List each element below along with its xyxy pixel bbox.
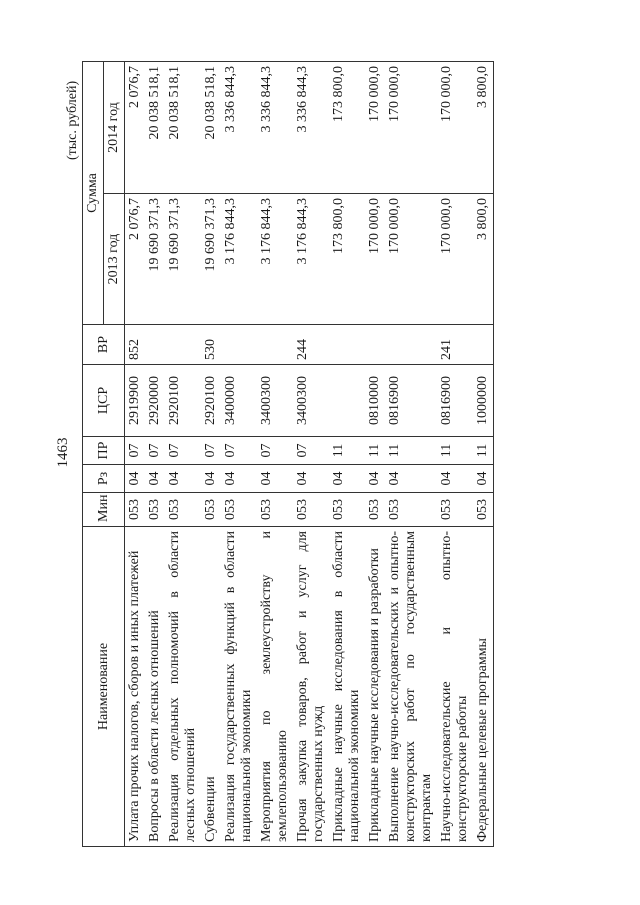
row-csr: 1000000 [473, 365, 494, 437]
row-min: 053 [473, 493, 494, 527]
header-sum: Сумма [83, 62, 104, 325]
row-name: Мероприятия по землеустройству и землепользованию [257, 527, 293, 847]
table-row [365, 62, 385, 847]
row-amount-2014: 20 038 518,1 [201, 62, 221, 194]
page-number: 1463 [55, 437, 71, 468]
header-rz: Рз [83, 465, 125, 493]
row-rz: 04 [437, 465, 473, 493]
row-min: 053 [385, 493, 437, 527]
row-csr: 3400000 [221, 365, 257, 437]
row-amount-2013: 19 690 371,3 [145, 194, 165, 325]
row-min: 053 [257, 493, 293, 527]
row-csr: 2920000 [145, 365, 165, 437]
row-csr: 0810000 [365, 365, 385, 437]
row-pr: 07 [201, 437, 221, 465]
row-vr [145, 325, 165, 365]
row-vr: 241 [437, 325, 473, 365]
row-amount-2014: 170 000,0 [365, 62, 385, 194]
row-rz: 04 [165, 465, 201, 493]
row-vr [221, 325, 257, 365]
row-pr: 07 [165, 437, 201, 465]
row-rz: 04 [473, 465, 494, 493]
row-amount-2014: 20 038 518,1 [165, 62, 201, 194]
row-name: Выполнение научно-исследовательских и опытно-конструкторских работ по государственным контрактам [385, 527, 437, 847]
table-header [83, 62, 125, 847]
table-row [145, 62, 165, 847]
row-amount-2013: 19 690 371,3 [165, 194, 201, 325]
row-pr: 07 [145, 437, 165, 465]
row-pr: 07 [293, 437, 329, 465]
header-name: Наименование [83, 527, 125, 847]
row-name: Вопросы в области лесных отношений [145, 527, 165, 847]
row-amount-2013: 3 176 844,3 [257, 194, 293, 325]
row-vr [257, 325, 293, 365]
row-amount-2014: 173 800,0 [329, 62, 365, 194]
row-rz: 04 [257, 465, 293, 493]
header-min: Мин [83, 493, 125, 527]
row-amount-2013: 2 076,7 [125, 194, 146, 325]
row-rz: 04 [145, 465, 165, 493]
row-name: Федеральные целевые программы [473, 527, 494, 847]
table-row [437, 62, 473, 847]
row-amount-2014: 3 336 844,3 [293, 62, 329, 194]
row-vr: 530 [201, 325, 221, 365]
header-year-2013: 2013 год [104, 194, 125, 325]
row-rz: 04 [329, 465, 365, 493]
row-name: Прикладные научные исследования в области национальной экономики [329, 527, 365, 847]
table-row [221, 62, 257, 847]
row-amount-2013: 3 800,0 [473, 194, 494, 325]
row-amount-2014: 170 000,0 [385, 62, 437, 194]
row-rz: 04 [125, 465, 146, 493]
row-min: 053 [201, 493, 221, 527]
row-vr [473, 325, 494, 365]
row-amount-2014: 3 336 844,3 [221, 62, 257, 194]
row-min: 053 [293, 493, 329, 527]
row-csr: 0816900 [437, 365, 473, 437]
row-vr [365, 325, 385, 365]
table-row [473, 62, 494, 847]
row-pr: 07 [125, 437, 146, 465]
table-row [293, 62, 329, 847]
row-csr: 3400300 [257, 365, 293, 437]
row-amount-2013: 170 000,0 [365, 194, 385, 325]
row-min: 053 [437, 493, 473, 527]
row-amount-2014: 170 000,0 [437, 62, 473, 194]
row-csr: 2919900 [125, 365, 146, 437]
row-vr: 852 [125, 325, 146, 365]
row-rz: 04 [365, 465, 385, 493]
row-min: 053 [221, 493, 257, 527]
row-amount-2014: 2 076,7 [125, 62, 146, 194]
row-name: Реализация государственных функций в области национальной экономики [221, 527, 257, 847]
row-min: 053 [165, 493, 201, 527]
row-min: 053 [329, 493, 365, 527]
row-min: 053 [125, 493, 146, 527]
row-amount-2013: 19 690 371,3 [201, 194, 221, 325]
row-csr [329, 365, 365, 437]
row-min: 053 [145, 493, 165, 527]
row-pr: 11 [473, 437, 494, 465]
row-vr [385, 325, 437, 365]
row-name: Прочая закупка товаров, работ и услуг для государственных нужд [293, 527, 329, 847]
row-amount-2013: 3 176 844,3 [221, 194, 257, 325]
units-note: (тыс. рублей) [65, 80, 80, 160]
table-body [125, 62, 494, 847]
row-pr: 11 [385, 437, 437, 465]
row-amount-2013: 170 000,0 [385, 194, 437, 325]
row-min: 053 [365, 493, 385, 527]
header-csr: ЦСР [83, 365, 125, 437]
table-row [125, 62, 146, 847]
table-row [165, 62, 201, 847]
row-rz: 04 [385, 465, 437, 493]
row-amount-2014: 3 800,0 [473, 62, 494, 194]
row-rz: 04 [201, 465, 221, 493]
row-pr: 07 [221, 437, 257, 465]
row-csr: 0816900 [385, 365, 437, 437]
row-name: Прикладные научные исследования и разработки [365, 527, 385, 847]
table-row [257, 62, 293, 847]
row-rz: 04 [293, 465, 329, 493]
table-row [329, 62, 365, 847]
row-csr: 2920100 [165, 365, 201, 437]
row-amount-2014: 3 336 844,3 [257, 62, 293, 194]
table-row [201, 62, 221, 847]
row-name: Научно-исследовательские и опытно-конструкторские работы [437, 527, 473, 847]
row-amount-2013: 170 000,0 [437, 194, 473, 325]
table-row [385, 62, 437, 847]
row-pr: 07 [257, 437, 293, 465]
row-amount-2013: 173 800,0 [329, 194, 365, 325]
row-vr: 244 [293, 325, 329, 365]
row-pr: 11 [437, 437, 473, 465]
row-name: Реализация отдельных полномочий в области лесных отношений [165, 527, 201, 847]
row-name: Субвенции [201, 527, 221, 847]
row-pr: 11 [329, 437, 365, 465]
row-amount-2013: 3 176 844,3 [293, 194, 329, 325]
budget-table [82, 61, 494, 847]
row-amount-2014: 20 038 518,1 [145, 62, 165, 194]
row-csr: 3400300 [293, 365, 329, 437]
header-year-2014: 2014 год [104, 62, 125, 194]
row-vr [165, 325, 201, 365]
row-rz: 04 [221, 465, 257, 493]
header-vr: ВР [83, 325, 125, 365]
row-name: Уплата прочих налогов, сборов и иных платежей [125, 527, 146, 847]
row-csr: 2920100 [201, 365, 221, 437]
row-pr: 11 [365, 437, 385, 465]
row-vr [329, 325, 365, 365]
header-pr: ПР [83, 437, 125, 465]
